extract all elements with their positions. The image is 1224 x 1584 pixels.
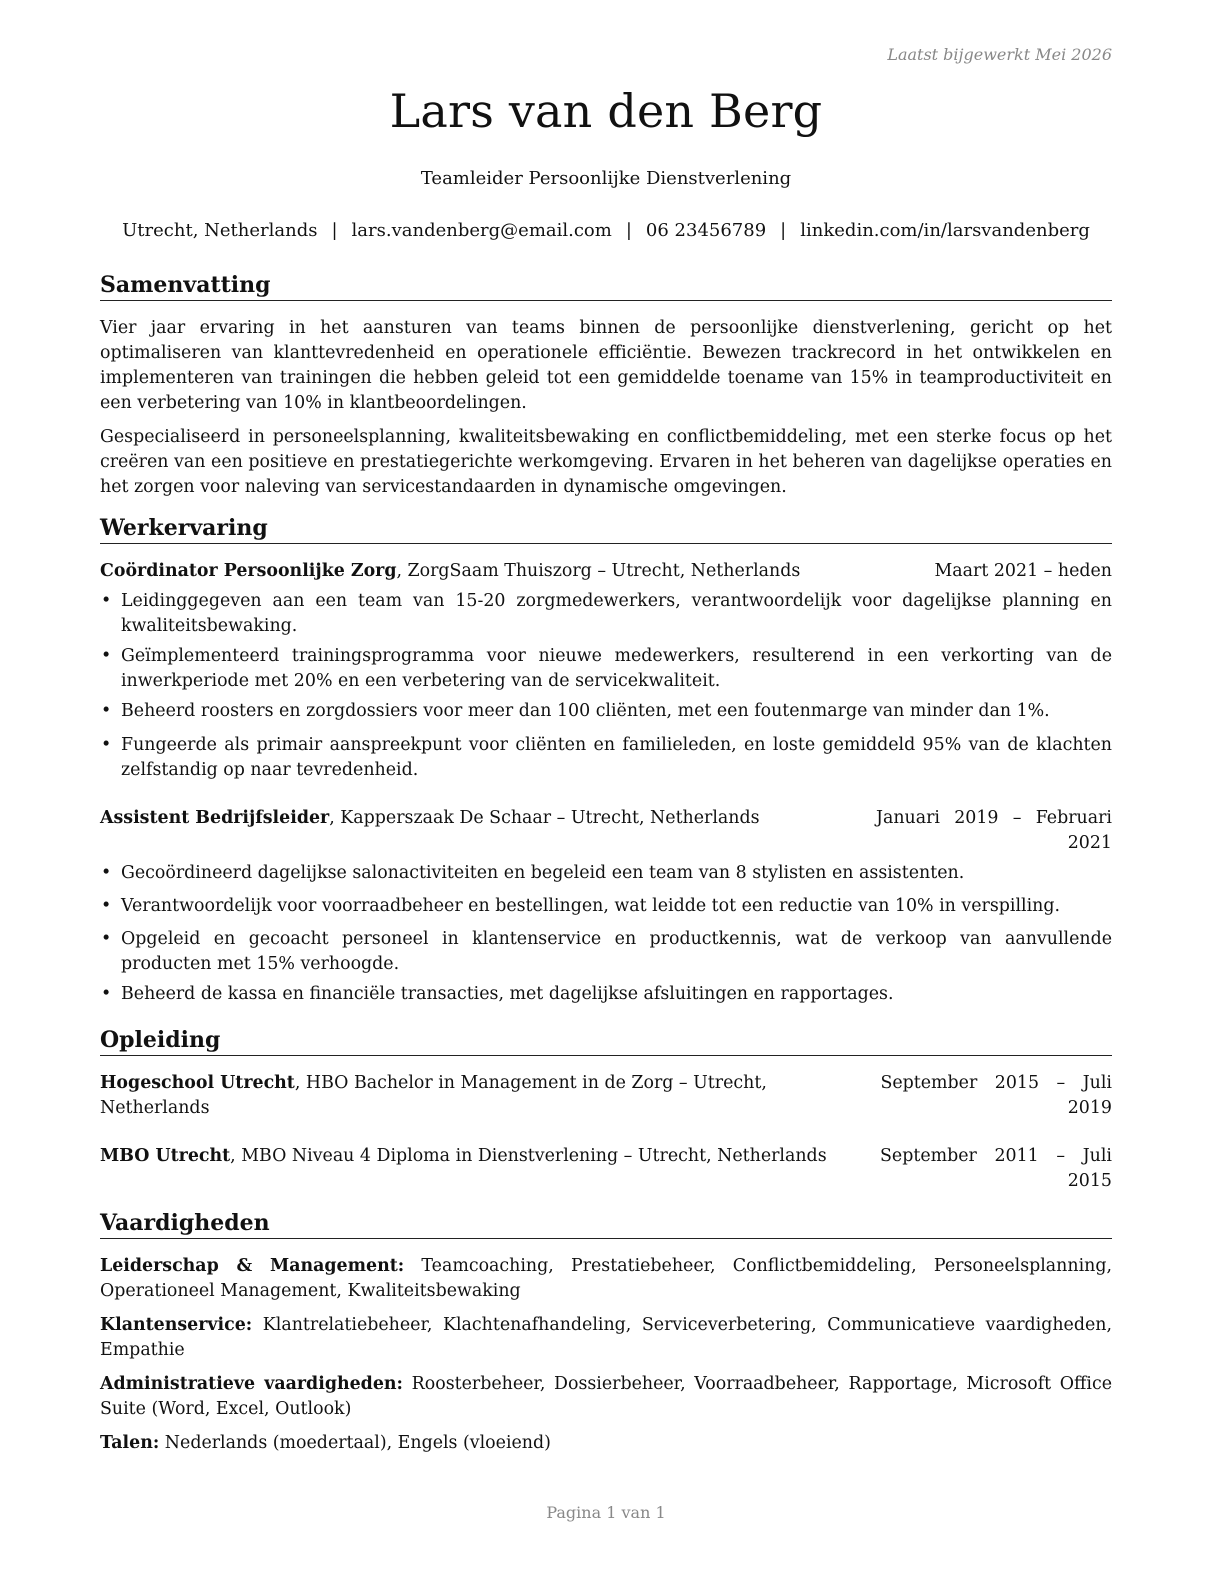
contact-linkedin[interactable]: linkedin.com/in/larsvandenberg [800,220,1090,241]
education-entry [100,1144,1112,1194]
list-item: • Verantwoordelijk voor voorraadbeheer en bestellingen, wat leidde tot een reductie van 10% in verspilling. [101,896,1060,916]
job-entry [100,559,1112,783]
job-role: Coördinator Persoonlijke Zorg [100,561,397,581]
job-dates: Januari 2019 – Februari 2021 [876,808,1112,853]
skill-text: Roosterbeheer, Dossierbeheer, Voorraadbeheer, Rapportage, Microsoft Office Suite (Word, Excel, Outlook) [100,1374,1113,1419]
education-dates: September 2015 – Juli 2019 [880,1073,1112,1118]
summary-paragraph: Gespecialiseerd in personeelsplanning, kwaliteitsbewaking en conflictbemiddeling, met een sterke focus op het creëren van een positieve en prestatiegerichte werkomgeving. Ervaren in het beheren van dagelijkse operaties en het zorgen voor naleving van servicestandaarden in dynamische omgevingen. [100,427,1112,497]
list-item: • Beheerd de kassa en financiële transacties, met dagelijkse afsluitingen en rapportages. [101,984,894,1004]
education-detail: , HBO Bachelor in Management in de Zorg – Utrecht, Netherlands [100,1073,767,1118]
contact-email[interactable]: lars.vandenberg@email.com [351,220,612,241]
list-item: • Opgeleid en gecoacht personeel in klantenservice en productkennis, wat de verkoop van aanvullende producten met 15% verhoogde. [101,929,1112,974]
list-item: • Leidinggegeven aan een team van 15-20 zorgmedewerkers, verantwoordelijk voor dagelijkse planning en kwaliteitsbewaking. [101,591,1112,636]
resume-page [100,0,1112,1584]
skill-group [100,1313,1112,1363]
education-detail: , MBO Niveau 4 Diploma in Dienstverlening – Utrecht, Netherlands [230,1146,827,1166]
skill-text: Klantrelatiebeheer, Klachtenafhandeling, Serviceverbetering, Communicatieve vaardigheden, Empathie [100,1315,1112,1360]
job-role: Assistent Bedrijfsleider [100,808,330,828]
list-item: • Fungeerde als primair aanspreekpunt voor cliënten en familieleden, en loste gemiddeld 95% van de klachten zelfstandig op naar tevredenheid. [101,735,1112,780]
experience-section [100,515,1112,1007]
contact-phone: 06 23456789 [645,220,767,241]
section-heading: Werkervaring [100,515,1112,544]
job-company: , Kapperszaak De Schaar – Utrecht, Netherlands [329,808,760,828]
education-dates: September 2011 – Juli 2015 [880,1146,1112,1191]
skill-label: Klantenservice: [100,1315,253,1335]
page-number: Pagina 1 van 1 [546,1503,666,1522]
job-title: Teamleider Persoonlijke Dienstverlening [420,168,792,189]
candidate-name: Lars van den Berg [389,84,823,138]
list-item: • Gecoördineerd dagelijkse salonactiviteiten en begeleid een team van 8 stylisten en assistenten. [101,863,965,883]
skill-label: Leiderschap & Management: [100,1256,405,1276]
job-dates: Maart 2021 – heden [934,561,1112,581]
summary-section [100,272,1112,500]
contact-separator: | [331,220,338,241]
education-school: Hogeschool Utrecht [100,1073,295,1093]
skills-section [100,1210,1112,1456]
education-entry [100,1071,1112,1121]
list-item: • Geïmplementeerd trainingsprogramma voor nieuwe medewerkers, resulterend in een verkorting van de inwerkperiode met 20% en een verbetering van de servicekwaliteit. [101,646,1112,691]
last-updated: Laatst bijgewerkt Mei 2026 [887,45,1112,64]
contact-line [100,220,1112,241]
list-item: • Beheerd roosters en zorgdossiers voor meer dan 100 cliënten, met een foutenmarge van minder dan 1%. [101,701,1050,721]
section-heading: Vaardigheden [100,1210,1112,1239]
skill-text: Teamcoaching, Prestatiebeheer, Conflictbemiddeling, Personeelsplanning, Operationeel Management, Kwaliteitsbewaking [100,1256,1112,1301]
skill-group [100,1372,1112,1422]
summary-paragraph: Vier jaar ervaring in het aansturen van teams binnen de persoonlijke dienstverlening, gericht op het optimaliseren van klanttevredenheid en operationele efficiëntie. Bewezen trackrecord in het ontwikkelen en implementeren van trainingen die hebben geleid tot een gemiddelde toename van 15% in teamproductiviteit en een verbetering van 10% in klantbeoordelingen. [100,318,1112,413]
section-heading: Samenvatting [100,272,1112,301]
skill-label: Administratieve vaardigheden: [100,1374,403,1394]
contact-separator: | [625,220,632,241]
job-company: , ZorgSaam Thuiszorg – Utrecht, Netherlands [396,561,801,581]
contact-separator: | [780,220,787,241]
skill-group [100,1254,1112,1304]
education-section [100,1027,1112,1194]
skill-text: Nederlands (moedertaal), Engels (vloeiend) [159,1433,551,1453]
education-school: MBO Utrecht [100,1146,231,1166]
job-entry [100,806,1112,1007]
skill-label: Talen: [100,1433,160,1453]
contact-location: Utrecht, Netherlands [122,220,318,241]
section-heading: Opleiding [100,1027,1112,1056]
skill-group [100,1431,1112,1456]
